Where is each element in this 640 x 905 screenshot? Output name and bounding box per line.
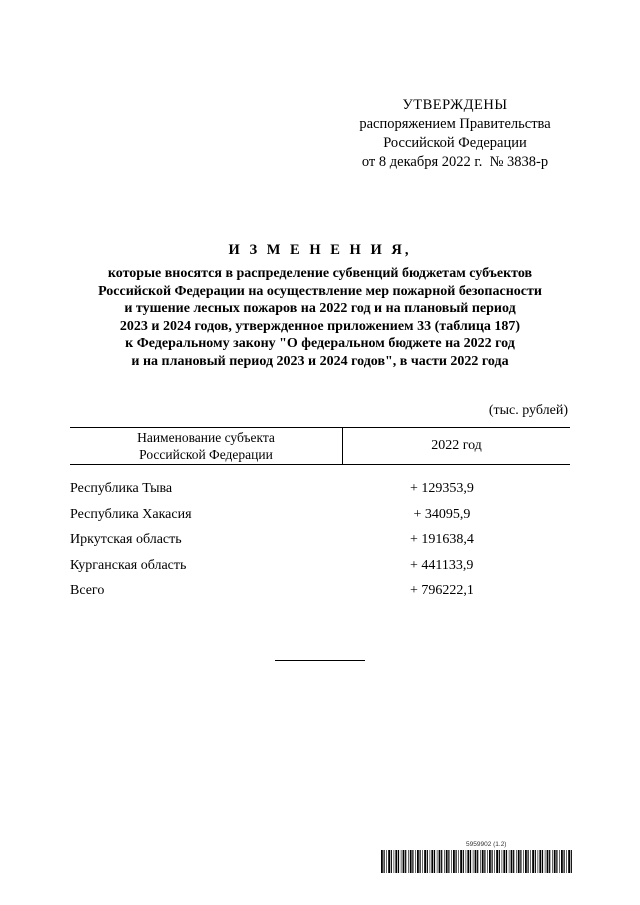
- header-subject-line-2: Российской Федерации: [139, 447, 273, 462]
- table-row-total: [70, 583, 570, 609]
- row-value: + 129353,9: [410, 481, 474, 496]
- header-year: 2022 год: [431, 438, 482, 453]
- row-name: Республика Хакасия: [70, 506, 192, 522]
- row-name: Республика Тыва: [70, 481, 173, 496]
- approval-line-3: Российской Федерации: [383, 135, 527, 151]
- row-name: Курганская область: [70, 557, 187, 573]
- row-value: + 191638,4: [410, 532, 474, 547]
- subtitle-line: Российской Федерации на осуществление мер пожарной безопасности: [98, 283, 542, 299]
- subtitle-line: и на плановый период 2023 и 2024 годов", в части 2022 года: [131, 353, 509, 369]
- row-name: Иркутская область: [70, 532, 182, 547]
- document-title: И З М Е Н Е Н И Я,: [228, 242, 412, 258]
- subtitle-line: и тушение лесных пожаров на 2022 год и на плановый период: [124, 301, 516, 316]
- document-subtitle: [60, 265, 580, 370]
- subtitle-line: к Федеральному закону "О федеральном бюджете на 2022 год: [125, 336, 515, 351]
- header-subject-line-1: Наименование субъекта: [137, 430, 275, 445]
- approval-heading: УТВЕРЖДЕНЫ: [402, 97, 508, 113]
- row-value: + 796222,1: [410, 583, 474, 598]
- end-divider: [275, 660, 365, 661]
- table-row: [70, 507, 570, 533]
- subtitle-line: которые вносятся в распределение субвенций бюджетам субъектов: [107, 266, 533, 281]
- barcode-icon: [381, 850, 573, 873]
- table-row: [70, 558, 570, 584]
- header-subject: [70, 428, 343, 464]
- units-label: (тыс. рублей): [488, 403, 568, 418]
- subtitle-line: 2023 и 2024 годов, утвержденное приложением 33 (таблица 187): [119, 318, 521, 334]
- row-value: + 441133,9: [410, 557, 474, 573]
- approval-line-2: распоряжением Правительства: [359, 116, 551, 132]
- table-header: [70, 427, 570, 465]
- row-name: Всего: [70, 583, 105, 598]
- approval-block: [340, 96, 570, 172]
- row-value: + 34095,9: [410, 506, 471, 522]
- barcode-number: 5959902 (1.2): [466, 841, 507, 848]
- approval-line-4: от 8 декабря 2022 г. № 3838-р: [361, 154, 549, 170]
- table-body: [70, 481, 570, 609]
- table-row: [70, 481, 570, 507]
- table-row: [70, 532, 570, 558]
